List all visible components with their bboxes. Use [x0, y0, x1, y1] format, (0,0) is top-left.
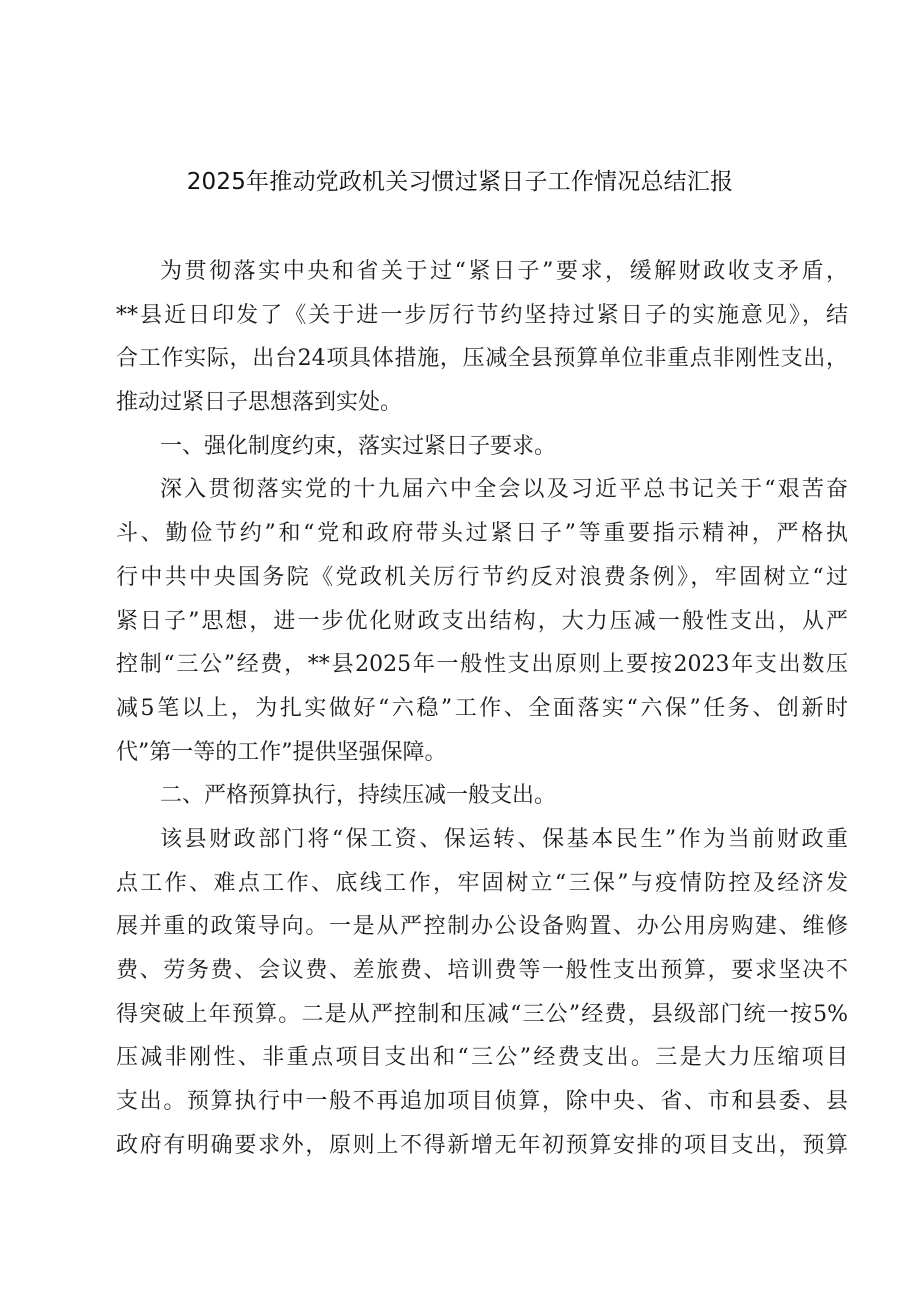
text-line: 合工作实际，出台24项具体措施，压减全县预算单位非重点非刚性支出， — [116, 346, 848, 372]
text-line: 为贯彻落实中央和省关于过“紧日子”要求，缓解财政收支矛盾， — [160, 259, 848, 284]
text-line: 代”第一等的工作”提供坚强保障。 — [116, 739, 447, 765]
text-line: 深入贯彻落实党的十九届六中全会以及习近平总书记关于“艰苦奋 — [160, 477, 848, 503]
section-heading-1: 一、强化制度约束，落实过紧日子要求。 — [160, 433, 557, 459]
text-line: 该县财政部门将“保工资、保运转、保基本民生”作为当前财政重 — [160, 826, 848, 852]
section-heading-2: 二、严格预算执行，持续压减一般支出。 — [160, 783, 557, 809]
text-line: 压减非刚性、非重点项目支出和“三公”经费支出。三是大力压缩项目 — [116, 1045, 848, 1071]
text-line: 政府有明确要求外，原则上不得新增无年初预算安排的项目支出，预算 — [116, 1132, 848, 1158]
text-line: 支出。预算执行中一般不再追加项目侦算，除中央、省、市和县委、县 — [116, 1089, 848, 1115]
document-body — [116, 254, 848, 1171]
text-line: 控制“三公”经费，**县2025年一般性支出原则上要按2023年支出数压 — [116, 652, 848, 678]
text-line: 得突破上年预算。二是从严控制和压减“三公”经费，县级部门统一按5% — [116, 1001, 848, 1027]
text-line: 减5笔以上，为扎实做好“六稳”工作、全面落实“六保”任务、创新时 — [116, 695, 848, 721]
text-line: **县近日印发了《关于进一步厉行节约坚持过紧日子的实施意见》，结 — [116, 302, 848, 328]
text-line: 展并重的政策导向。一是从严控制办公设备购置、办公用房购建、维修 — [116, 914, 848, 940]
text-line: 斗、勤俭节约”和“党和政府带头过紧日子”等重要指示精神，严格执 — [116, 521, 848, 547]
document-title: 2025年推动党政机关习惯过紧日子工作情况总结汇报 — [186, 169, 734, 195]
text-line: 行中共中央国务院《党政机关厉行节约反对浪费条例》，牢固树立“过 — [116, 564, 848, 590]
text-line: 点工作、难点工作、底线工作，牢固树立“三保”与疫情防控及经济发 — [116, 870, 848, 896]
text-line: 费、劳务费、会议费、差旅费、培训费等一般性支出预算，要求坚决不 — [116, 958, 848, 983]
text-line: 推动过紧日子思想落到实处。 — [116, 390, 403, 416]
text-line: 紧日子”思想，进一步优化财政支出结构，大力压减一般性支出，从严 — [116, 608, 848, 634]
